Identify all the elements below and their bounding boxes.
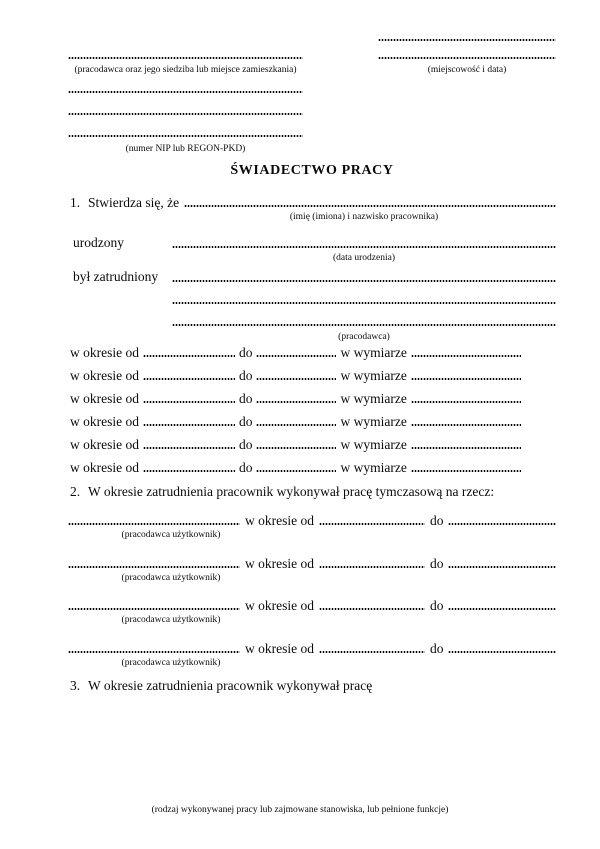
period-dimension-label: w wymiarze [340,391,407,406]
entry-to-label: do [429,556,444,571]
period-from-blank[interactable] [143,367,235,383]
period-to-label: do [238,368,253,383]
period-from-label: w okresie od [70,391,139,406]
employee-name-blank[interactable] [184,194,556,210]
place-date-block [378,28,556,76]
employer-blank-3[interactable] [68,102,303,118]
period-dimension-label: w wymiarze [340,437,407,452]
entry-from-label: w okresie od [245,641,314,656]
user-employer-row [68,597,556,613]
period-dimension-blank[interactable] [411,367,521,383]
period-from-label: w okresie od [70,414,139,429]
statement-intro: Stwierdza się, że [88,195,180,210]
born-label: urodzony [73,235,124,250]
period-dimension-blank[interactable] [411,390,521,406]
period-to-label: do [238,460,253,475]
employer-name-lines [172,269,556,343]
entry-from-blank[interactable] [319,555,425,571]
section2-heading-text: W okresie zatrudnienia pracownik wykonywał pracę tymczasową na rzecz: [88,484,495,499]
employer-name-blank-3[interactable] [172,313,556,329]
period-from-blank[interactable] [143,390,235,406]
period-to-label: do [238,391,253,406]
user-employer-row [68,555,556,571]
period-dimension-label: w wymiarze [340,414,407,429]
period-from-label: w okresie od [70,345,139,360]
birth-date-caption: (data urodzenia) [333,253,395,263]
user-employer-blank[interactable] [68,555,240,571]
period-from-label: w okresie od [70,460,139,475]
employer-name-caption: (pracodawca) [338,332,390,342]
period-to-label: do [238,345,253,360]
period-from-blank[interactable] [143,436,235,452]
birth-date-blank[interactable] [172,235,556,251]
place-date-blank-2[interactable] [378,46,556,62]
entry-to-label: do [429,513,444,528]
period-dimension-label: w wymiarze [340,345,407,360]
employed-block [68,269,556,343]
nip-regon-blank[interactable] [68,124,303,140]
period-row [68,413,556,429]
user-employer-row [68,512,556,528]
period-from-label: w okresie od [70,437,139,452]
period-dimension-label: w wymiarze [340,460,407,475]
employer-caption: (pracodawca oraz jego siedziba lub miejsce zamieszkania) [74,65,297,75]
period-to-blank[interactable] [256,344,336,360]
place-date-blank-1[interactable] [378,28,556,44]
period-from-blank[interactable] [143,344,235,360]
employed-label: był zatrudniony [73,269,159,284]
period-row [68,390,556,406]
period-from-blank[interactable] [143,413,235,429]
period-to-blank[interactable] [256,436,336,452]
user-employer-blank[interactable] [68,512,240,528]
place-date-caption: (miejscowość i data) [427,65,507,75]
period-from-label: w okresie od [70,368,139,383]
entry-to-blank[interactable] [448,555,556,571]
user-employer-blank[interactable] [68,640,240,656]
period-to-label: do [238,414,253,429]
period-to-label: do [238,437,253,452]
period-row [68,367,556,383]
footer-caption: (rodzaj wykonywanej pracy lub zajmowane stanowiska, lub pełnione funkcje) [151,805,449,815]
period-to-blank[interactable] [256,459,336,475]
section2-number: 2. [70,484,81,499]
period-dimension-blank[interactable] [411,413,521,429]
period-to-blank[interactable] [256,413,336,429]
user-employer-caption: (pracodawca użytkownik) [121,530,221,540]
period-row [68,436,556,452]
user-employer-blank[interactable] [68,597,240,613]
section1-number: 1. [70,195,81,210]
period-dimension-label: w wymiarze [340,368,407,383]
employer-blank[interactable] [68,46,303,62]
user-employer-caption: (pracodawca użytkownik) [121,573,221,583]
period-dimension-blank[interactable] [411,344,521,360]
entry-to-blank[interactable] [448,512,556,528]
user-employer-caption: (pracodawca użytkownik) [121,658,221,668]
entry-from-blank[interactable] [319,512,425,528]
page-title: ŚWIADECTWO PRACY [230,163,394,178]
period-to-blank[interactable] [256,390,336,406]
entry-to-label: do [429,641,444,656]
section3-heading-text: W okresie zatrudnienia pracownik wykonywał pracę [88,678,373,693]
nip-regon-caption: (numer NIP lub REGON-PKD) [125,144,246,154]
employer-name-blank-1[interactable] [172,269,556,285]
entry-to-blank[interactable] [448,597,556,613]
entry-to-blank[interactable] [448,640,556,656]
employer-extra-lines [68,80,303,155]
entry-to-label: do [429,598,444,613]
period-dimension-blank[interactable] [411,459,521,475]
period-from-blank[interactable] [143,459,235,475]
employer-name-blank-2[interactable] [172,291,556,307]
statement-row [68,194,556,210]
period-row [68,344,556,360]
section2-heading [68,482,556,499]
period-row [68,459,556,475]
section3-number: 3. [70,678,81,693]
entry-from-label: w okresie od [245,513,314,528]
user-employer-caption: (pracodawca użytkownik) [121,615,221,625]
user-employer-row [68,640,556,656]
entry-from-label: w okresie od [245,598,314,613]
section3-heading [68,676,556,693]
period-dimension-blank[interactable] [411,436,521,452]
entry-from-blank[interactable] [319,597,425,613]
entry-from-label: w okresie od [245,556,314,571]
employer-header-block [68,46,303,76]
header [68,28,556,76]
born-row [68,235,556,251]
period-to-blank[interactable] [256,367,336,383]
entry-from-blank[interactable] [319,640,425,656]
employee-name-caption: (imię (imiona) i nazwisko pracownika) [289,212,439,222]
employer-blank-2[interactable] [68,80,303,96]
